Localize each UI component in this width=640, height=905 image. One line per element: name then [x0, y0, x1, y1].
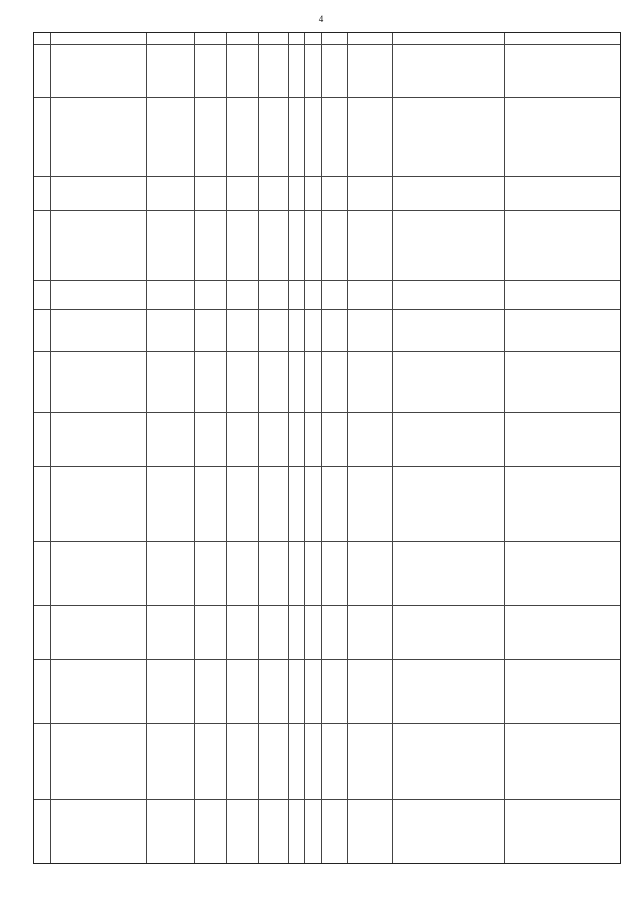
column-header-strip: [34, 33, 622, 44]
page-number: 4: [318, 14, 324, 24]
row-rule: [34, 44, 620, 45]
table-body-text: [36, 46, 620, 861]
rotated-table: [33, 32, 621, 864]
